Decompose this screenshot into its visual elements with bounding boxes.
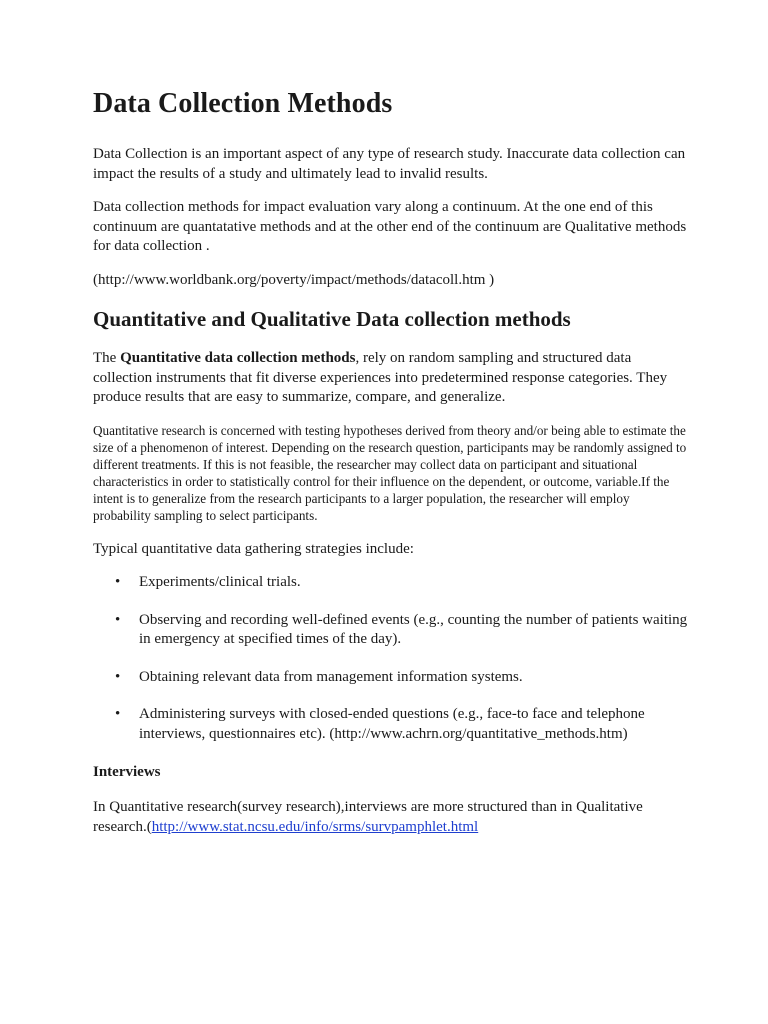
bullet-icon: • <box>115 574 121 590</box>
quantitative-methods-term: Quantitative data collection methods <box>120 350 356 366</box>
list-item-text: Experiments/clinical trials. <box>139 574 301 590</box>
bullet-icon: • <box>115 706 121 722</box>
list-item-text: Obtaining relevant data from management information systems. <box>139 668 523 685</box>
list-item <box>93 668 688 688</box>
source-citation: (http://www.worldbank.org/poverty/impact/methods/datacoll.htm ) <box>93 271 495 288</box>
list-item <box>93 573 688 593</box>
bullet-icon: • <box>115 611 121 628</box>
strategies-list <box>93 573 688 744</box>
page-title: Data Collection Methods <box>93 88 393 119</box>
interviews-paragraph <box>93 798 688 837</box>
strategies-intro: Typical quantitative data gathering strategies include: <box>93 540 414 557</box>
list-item-text: Administering surveys with closed-ended questions (e.g., face-to face and telephone interviews, questionnaires etc). (http://www.achrn.org/quantitative_methods.htm) <box>139 706 645 742</box>
intro-paragraph-1: Data Collection is an important aspect of any type of research study. Inaccurate data collection can impact the results of a study and ultimately lead to invalid results. <box>93 146 686 182</box>
section-heading: Quantitative and Qualitative Data collection methods <box>93 307 571 331</box>
survey-pamphlet-link[interactable]: http://www.stat.ncsu.edu/info/srms/survpamphlet.html <box>151 818 479 835</box>
list-item <box>93 611 688 650</box>
quantitative-research-paragraph: Quantitative research is concerned with testing hypotheses derived from theory and/or being able to estimate the size of a phenomenon of interest. Depending on the research question, participants may be randomly assigned to different treatments. If this is not feasible, the researcher may collect data on participant and situational characteristics in order to statistically control for their influence on the dependent, or outcome, variable.If the intent is to generalize from the research participants to a larger population, the researcher will employ probability sampling to select participants. <box>93 422 687 523</box>
interviews-text: In Quantitative research(survey research),interviews are more structured than in Qualitative research.( <box>93 799 643 835</box>
quantitative-methods-paragraph <box>93 349 688 408</box>
quantitative-methods-description: , rely on random sampling and structured data collection instruments that fit diverse experiences into predetermined response categories. They produce results that are easy to summarize, compare, and generalize. <box>93 350 668 405</box>
interviews-heading: Interviews <box>93 764 161 780</box>
bullet-icon: • <box>115 668 121 685</box>
intro-paragraph-2: Data collection methods for impact evaluation vary along a continuum. At the one end of this continuum are quantatative methods and at the other end of the continuum are Qualitative methods for data collection . <box>93 199 687 254</box>
list-item <box>93 705 688 744</box>
quantitative-prefix: The <box>93 350 121 366</box>
list-item-text: Observing and recording well-defined events (e.g., counting the number of patients waiting in emergency at specified times of the day). <box>139 611 688 647</box>
